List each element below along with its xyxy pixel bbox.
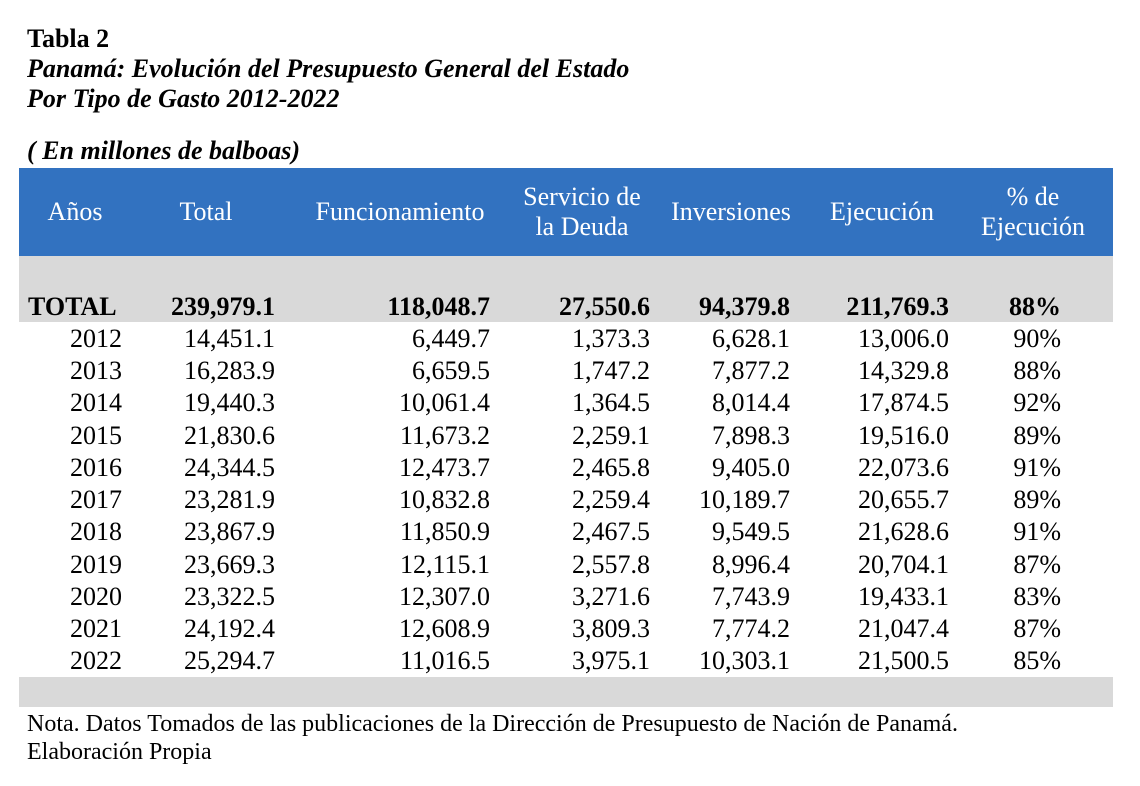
cell-total: 23,669.3 bbox=[184, 550, 275, 579]
units-note: ( En millones de balboas) bbox=[27, 136, 301, 165]
table-row bbox=[19, 549, 1113, 581]
cell-pct: 85% bbox=[1013, 646, 1061, 675]
cell-inversiones: 10,189.7 bbox=[699, 485, 790, 514]
cell-total: 23,281.9 bbox=[184, 485, 275, 514]
cell-servicio: 2,465.8 bbox=[572, 453, 650, 482]
cell-pct: 91% bbox=[1013, 517, 1061, 546]
table-title-line-1: Panamá: Evolución del Presupuesto General del Estado bbox=[27, 54, 630, 83]
cell-inversiones: 7,743.9 bbox=[712, 582, 790, 611]
header-ejecucion: Ejecución bbox=[830, 197, 934, 226]
table-row bbox=[19, 452, 1113, 484]
cell-servicio: 1,373.3 bbox=[572, 324, 650, 353]
cell-year: 2012 bbox=[70, 324, 122, 353]
cell-servicio: 3,975.1 bbox=[572, 646, 650, 675]
cell-inversiones: 7,898.3 bbox=[712, 421, 790, 450]
cell-year: 2016 bbox=[70, 453, 122, 482]
total-pct: 88% bbox=[1009, 292, 1061, 321]
header-inversiones: Inversiones bbox=[671, 197, 791, 226]
cell-inversiones: 7,877.2 bbox=[712, 356, 790, 385]
cell-inversiones: 6,628.1 bbox=[712, 324, 790, 353]
cell-ejecucion: 19,433.1 bbox=[858, 582, 949, 611]
cell-servicio: 3,271.6 bbox=[572, 582, 650, 611]
cell-funcionamiento: 11,850.9 bbox=[399, 517, 490, 546]
cell-ejecucion: 20,655.7 bbox=[858, 485, 949, 514]
cell-total: 23,322.5 bbox=[184, 582, 275, 611]
table-row bbox=[19, 323, 1113, 355]
total-ejecucion: 211,769.3 bbox=[846, 292, 949, 321]
table-caption bbox=[27, 24, 629, 114]
header-servicio-deuda bbox=[507, 168, 657, 256]
header-years: Años bbox=[47, 197, 103, 226]
header-pct-line-1: % de bbox=[1006, 182, 1060, 211]
cell-year: 2014 bbox=[70, 388, 122, 417]
cell-ejecucion: 21,500.5 bbox=[858, 646, 949, 675]
cell-funcionamiento: 11,673.2 bbox=[399, 421, 490, 450]
total-inversiones: 94,379.8 bbox=[699, 292, 790, 321]
table-row bbox=[19, 645, 1113, 677]
cell-ejecucion: 22,073.6 bbox=[858, 453, 949, 482]
table-row bbox=[19, 516, 1113, 548]
table-row bbox=[19, 387, 1113, 419]
total-funcionamiento: 118,048.7 bbox=[387, 292, 490, 321]
cell-funcionamiento: 6,449.7 bbox=[412, 324, 490, 353]
cell-ejecucion: 21,047.4 bbox=[858, 614, 949, 643]
table-row bbox=[19, 484, 1113, 516]
cell-ejecucion: 17,874.5 bbox=[858, 388, 949, 417]
cell-servicio: 2,557.8 bbox=[572, 550, 650, 579]
total-total: 239,979.1 bbox=[171, 292, 275, 321]
cell-total: 23,867.9 bbox=[184, 517, 275, 546]
cell-funcionamiento: 12,608.9 bbox=[399, 614, 490, 643]
cell-funcionamiento: 12,473.7 bbox=[399, 453, 490, 482]
cell-servicio: 2,467.5 bbox=[572, 517, 650, 546]
cell-inversiones: 9,549.5 bbox=[712, 517, 790, 546]
table-header bbox=[19, 168, 1113, 256]
cell-total: 24,344.5 bbox=[184, 453, 275, 482]
total-label: TOTAL bbox=[28, 292, 117, 321]
source-note bbox=[27, 710, 958, 766]
cell-year: 2022 bbox=[70, 646, 122, 675]
cell-servicio: 3,809.3 bbox=[572, 614, 650, 643]
cell-funcionamiento: 12,115.1 bbox=[399, 550, 490, 579]
cell-year: 2015 bbox=[70, 421, 122, 450]
cell-pct: 88% bbox=[1013, 356, 1061, 385]
table-title-line-2: Por Tipo de Gasto 2012-2022 bbox=[27, 84, 340, 113]
cell-funcionamiento: 12,307.0 bbox=[399, 582, 490, 611]
cell-funcionamiento: 6,659.5 bbox=[412, 356, 490, 385]
cell-ejecucion: 13,006.0 bbox=[858, 324, 949, 353]
cell-inversiones: 10,303.1 bbox=[699, 646, 790, 675]
cell-year: 2021 bbox=[70, 614, 122, 643]
cell-inversiones: 9,405.0 bbox=[712, 453, 790, 482]
cell-funcionamiento: 10,061.4 bbox=[399, 388, 490, 417]
cell-servicio: 1,364.5 bbox=[572, 388, 650, 417]
cell-pct: 83% bbox=[1013, 582, 1061, 611]
header-servicio-line-1: Servicio de bbox=[523, 182, 641, 211]
table-row bbox=[19, 420, 1113, 452]
cell-pct: 91% bbox=[1013, 453, 1061, 482]
header-total: Total bbox=[179, 197, 233, 226]
cell-year: 2018 bbox=[70, 517, 122, 546]
header-funcionamiento: Funcionamiento bbox=[315, 197, 485, 226]
total-servicio: 27,550.6 bbox=[559, 292, 650, 321]
cell-servicio: 2,259.1 bbox=[572, 421, 650, 450]
cell-servicio: 2,259.4 bbox=[572, 485, 650, 514]
cell-ejecucion: 21,628.6 bbox=[858, 517, 949, 546]
cell-pct: 89% bbox=[1013, 421, 1061, 450]
bottom-band bbox=[19, 677, 1113, 707]
cell-ejecucion: 19,516.0 bbox=[858, 421, 949, 450]
cell-servicio: 1,747.2 bbox=[572, 356, 650, 385]
cell-pct: 89% bbox=[1013, 485, 1061, 514]
header-servicio-line-2: la Deuda bbox=[535, 212, 629, 241]
cell-total: 19,440.3 bbox=[184, 388, 275, 417]
table-row bbox=[19, 613, 1113, 645]
cell-pct: 87% bbox=[1013, 614, 1061, 643]
total-row bbox=[19, 291, 1113, 323]
cell-total: 24,192.4 bbox=[184, 614, 275, 643]
cell-inversiones: 8,996.4 bbox=[712, 550, 790, 579]
cell-year: 2017 bbox=[70, 485, 122, 514]
header-pct-ejecucion bbox=[973, 168, 1093, 256]
cell-funcionamiento: 11,016.5 bbox=[399, 646, 490, 675]
cell-year: 2020 bbox=[70, 582, 122, 611]
cell-pct: 92% bbox=[1013, 388, 1061, 417]
cell-year: 2013 bbox=[70, 356, 122, 385]
cell-total: 25,294.7 bbox=[184, 646, 275, 675]
cell-funcionamiento: 10,832.8 bbox=[399, 485, 490, 514]
cell-ejecucion: 14,329.8 bbox=[858, 356, 949, 385]
note-line-2: Elaboración Propia bbox=[27, 739, 212, 765]
cell-total: 21,830.6 bbox=[184, 421, 275, 450]
cell-inversiones: 8,014.4 bbox=[712, 388, 790, 417]
cell-ejecucion: 20,704.1 bbox=[858, 550, 949, 579]
cell-year: 2019 bbox=[70, 550, 122, 579]
table-row bbox=[19, 355, 1113, 387]
header-pct-line-2: Ejecución bbox=[981, 212, 1085, 241]
cell-total: 14,451.1 bbox=[184, 324, 275, 353]
note-line-1: Nota. Datos Tomados de las publicaciones de la Dirección de Presupuesto de Nación de Panamá. bbox=[27, 711, 958, 737]
table-number: Tabla 2 bbox=[27, 24, 110, 53]
cell-total: 16,283.9 bbox=[184, 356, 275, 385]
cell-pct: 87% bbox=[1013, 550, 1061, 579]
table-row bbox=[19, 581, 1113, 613]
cell-pct: 90% bbox=[1013, 324, 1061, 353]
cell-inversiones: 7,774.2 bbox=[712, 614, 790, 643]
